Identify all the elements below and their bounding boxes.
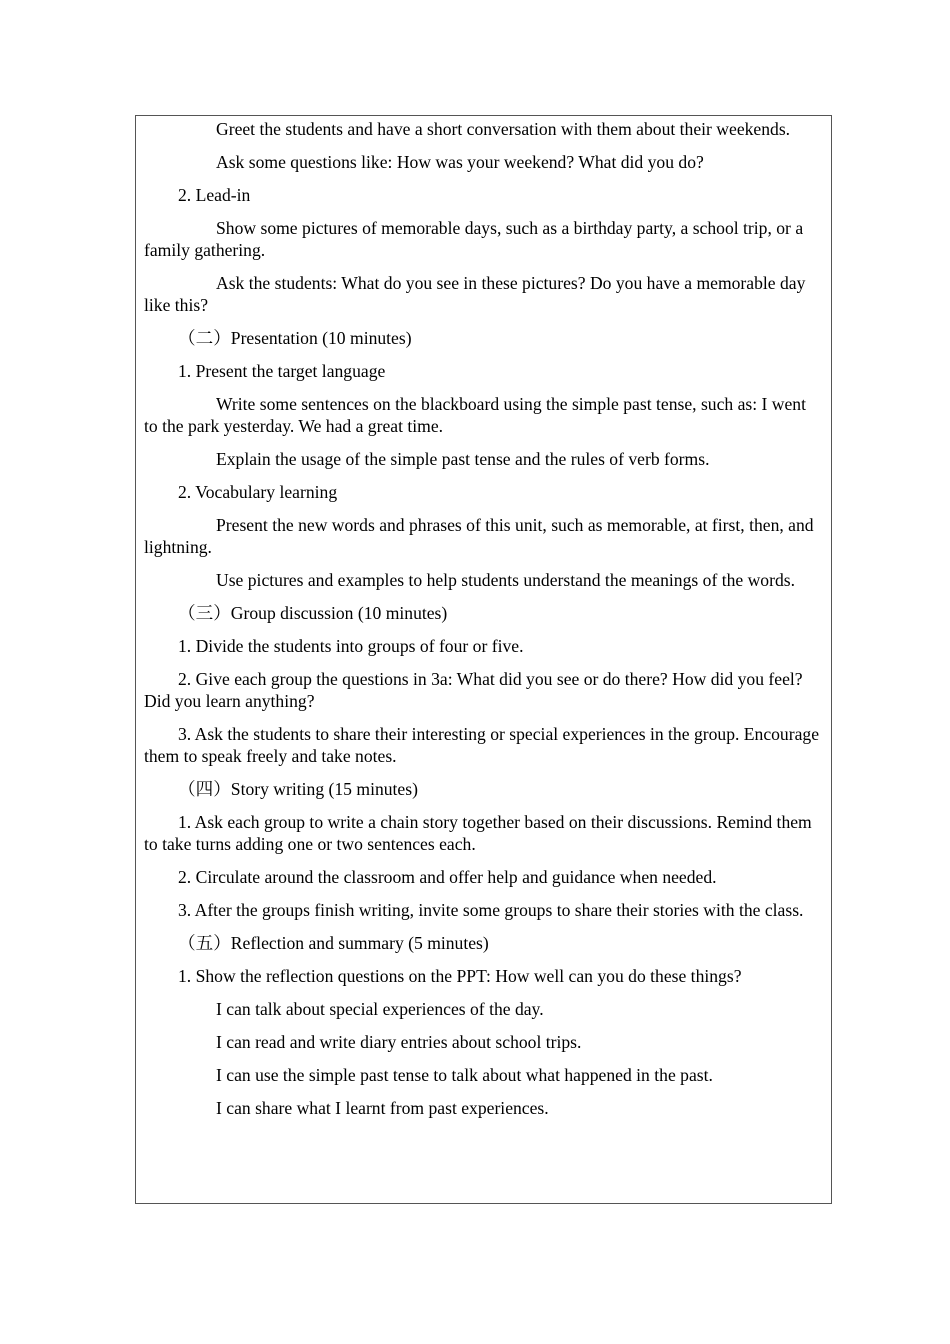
section-heading: （四）Story writing (15 minutes) bbox=[178, 779, 418, 799]
paragraph: 1. Divide the students into groups of four or five. bbox=[178, 636, 524, 656]
paragraph: Ask the students: What do you see in these pictures? Do you have a memorable day like this? bbox=[144, 273, 806, 315]
section-heading: （三）Group discussion (10 minutes) bbox=[178, 603, 448, 623]
paragraph: Present the new words and phrases of this unit, such as memorable, at first, then, and lightning. bbox=[144, 515, 814, 557]
paragraph: 2. Give each group the questions in 3a: What did you see or do there? How did you feel? Did you learn anything? bbox=[144, 669, 803, 711]
paragraph: Ask some questions like: How was your weekend? What did you do? bbox=[216, 152, 704, 172]
paragraph: 2. Circulate around the classroom and offer help and guidance when needed. bbox=[178, 867, 717, 887]
paragraph: 1. Ask each group to write a chain story together based on their discussions. Remind them to take turns adding one or two sentences each. bbox=[144, 812, 812, 854]
section-heading: （五）Reflection and summary (5 minutes) bbox=[178, 933, 489, 953]
paragraph: 3. Ask the students to share their interesting or special experiences in the group. Encourage them to speak freely and take notes. bbox=[144, 724, 820, 766]
paragraph: 1. Show the reflection questions on the PPT: How well can you do these things? bbox=[178, 966, 742, 986]
paragraph: 1. Present the target language bbox=[178, 361, 386, 381]
paragraph: Greet the students and have a short conversation with them about their weekends. bbox=[216, 119, 791, 139]
paragraph: 2. Lead-in bbox=[178, 185, 251, 205]
paragraph: Use pictures and examples to help students understand the meanings of the words. bbox=[216, 570, 795, 590]
lesson-plan-table-cell bbox=[135, 115, 832, 1204]
paragraph: I can use the simple past tense to talk about what happened in the past. bbox=[216, 1065, 713, 1085]
paragraph: 3. After the groups finish writing, invite some groups to share their stories with the class. bbox=[178, 900, 804, 920]
paragraph: I can read and write diary entries about school trips. bbox=[216, 1032, 582, 1052]
paragraph: Write some sentences on the blackboard using the simple past tense, such as: I went to the park yesterday. We had a great time. bbox=[144, 394, 806, 436]
paragraph: Explain the usage of the simple past tense and the rules of verb forms. bbox=[216, 449, 710, 469]
paragraph: 2. Vocabulary learning bbox=[178, 482, 338, 502]
section-heading: （二）Presentation (10 minutes) bbox=[178, 328, 412, 348]
paragraph: Show some pictures of memorable days, such as a birthday party, a school trip, or a family gathering. bbox=[144, 218, 804, 260]
paragraph: I can share what I learnt from past experiences. bbox=[216, 1098, 549, 1118]
paragraph: I can talk about special experiences of the day. bbox=[216, 999, 544, 1019]
